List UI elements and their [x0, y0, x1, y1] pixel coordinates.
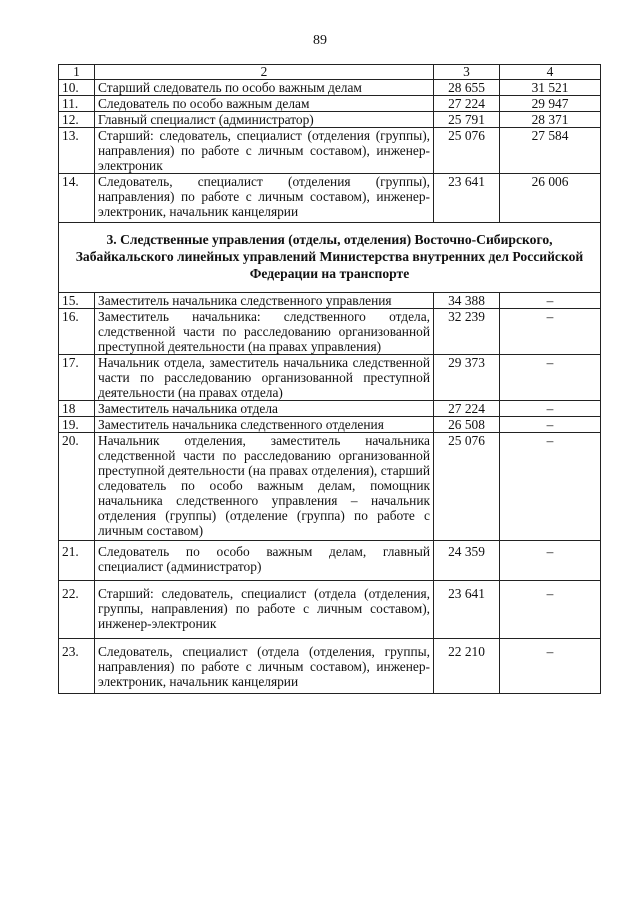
salary-value: 29 373	[434, 355, 500, 401]
salary-value: 27 224	[434, 96, 500, 112]
position-title: Следователь по особо важным делам	[95, 96, 434, 112]
row-number: 16.	[59, 309, 95, 355]
salary-value-alt: –	[500, 401, 601, 417]
section-heading-row	[59, 223, 601, 293]
position-title: Следователь по особо важным делам, главный специалист (администратор)	[95, 541, 434, 581]
row-number: 22.	[59, 581, 95, 639]
row-number: 18	[59, 401, 95, 417]
salary-value: 28 655	[434, 80, 500, 96]
position-title: Начальник отделения, заместитель начальника следственной части по расследованию организованной преступной деятельности (на правах отделения), старший следователь по особо важным делам, помощник начальника следственного управления – начальник отделения (группы) (отделение (группа) по работе с личным составом)	[95, 433, 434, 541]
salary-value: 34 388	[434, 293, 500, 309]
salary-value: 23 641	[434, 174, 500, 223]
row-number: 19.	[59, 417, 95, 433]
position-title: Старший: следователь, специалист (отделения (группы), направления) по работе с личным составом), инженер-электроник	[95, 128, 434, 174]
salary-value: 23 641	[434, 581, 500, 639]
table-row	[59, 96, 601, 112]
salary-value-alt: –	[500, 417, 601, 433]
salary-table	[58, 64, 601, 694]
position-title: Заместитель начальника следственного отделения	[95, 417, 434, 433]
column-number-1: 1	[59, 65, 95, 80]
row-number: 17.	[59, 355, 95, 401]
salary-value-alt: 27 584	[500, 128, 601, 174]
salary-value: 25 076	[434, 433, 500, 541]
salary-value-alt: 31 521	[500, 80, 601, 96]
row-number: 12.	[59, 112, 95, 128]
salary-value-alt: –	[500, 293, 601, 309]
salary-value: 24 359	[434, 541, 500, 581]
row-number: 14.	[59, 174, 95, 223]
row-number: 13.	[59, 128, 95, 174]
position-title: Главный специалист (администратор)	[95, 112, 434, 128]
salary-value-alt: –	[500, 639, 601, 694]
column-number-2: 2	[95, 65, 434, 80]
position-title: Старший: следователь, специалист (отдела (отделения, группы, направления) по работе с личным составом), инженер-электроник	[95, 581, 434, 639]
salary-value: 22 210	[434, 639, 500, 694]
column-number-row	[59, 65, 601, 80]
salary-value: 32 239	[434, 309, 500, 355]
table-row	[59, 401, 601, 417]
table-row	[59, 355, 601, 401]
table-row	[59, 309, 601, 355]
table-row	[59, 80, 601, 96]
salary-value: 26 508	[434, 417, 500, 433]
column-number-4: 4	[500, 65, 601, 80]
salary-value-alt: 29 947	[500, 96, 601, 112]
table-row	[59, 293, 601, 309]
salary-value-alt: –	[500, 433, 601, 541]
row-number: 20.	[59, 433, 95, 541]
salary-value-alt: –	[500, 355, 601, 401]
row-number: 23.	[59, 639, 95, 694]
column-number-3: 3	[434, 65, 500, 80]
salary-value: 25 791	[434, 112, 500, 128]
position-title: Старший следователь по особо важным делам	[95, 80, 434, 96]
page-number: 89	[313, 33, 327, 48]
salary-value-alt: 26 006	[500, 174, 601, 223]
table-row	[59, 174, 601, 223]
table-row	[59, 581, 601, 639]
table-row	[59, 417, 601, 433]
position-title: Следователь, специалист (отдела (отделения, группы, направления) по работе с личным составом), инженер-электроник, начальник канцелярии	[95, 639, 434, 694]
row-number: 21.	[59, 541, 95, 581]
salary-value-alt: –	[500, 309, 601, 355]
table-row	[59, 639, 601, 694]
row-number: 15.	[59, 293, 95, 309]
salary-value: 25 076	[434, 128, 500, 174]
section-heading: 3. Следственные управления (отделы, отделения) Восточно-Сибирского, Забайкальского линейных управлений Министерства внутренних дел Российской Федерации на транспорте	[59, 223, 601, 293]
salary-value-alt: –	[500, 581, 601, 639]
salary-value: 27 224	[434, 401, 500, 417]
position-title: Заместитель начальника следственного управления	[95, 293, 434, 309]
table-row	[59, 112, 601, 128]
salary-value-alt: 28 371	[500, 112, 601, 128]
table-row	[59, 541, 601, 581]
position-title: Заместитель начальника: следственного отдела, следственной части по расследованию организованной преступной деятельности (на правах управления)	[95, 309, 434, 355]
table-row	[59, 128, 601, 174]
row-number: 10.	[59, 80, 95, 96]
table-row	[59, 433, 601, 541]
position-title: Заместитель начальника отдела	[95, 401, 434, 417]
salary-value-alt: –	[500, 541, 601, 581]
row-number: 11.	[59, 96, 95, 112]
position-title: Начальник отдела, заместитель начальника следственной части по расследованию организованной преступной деятельности (на правах отдела)	[95, 355, 434, 401]
position-title: Следователь, специалист (отделения (группы), направления) по работе с личным составом), инженер-электроник, начальник канцелярии	[95, 174, 434, 223]
